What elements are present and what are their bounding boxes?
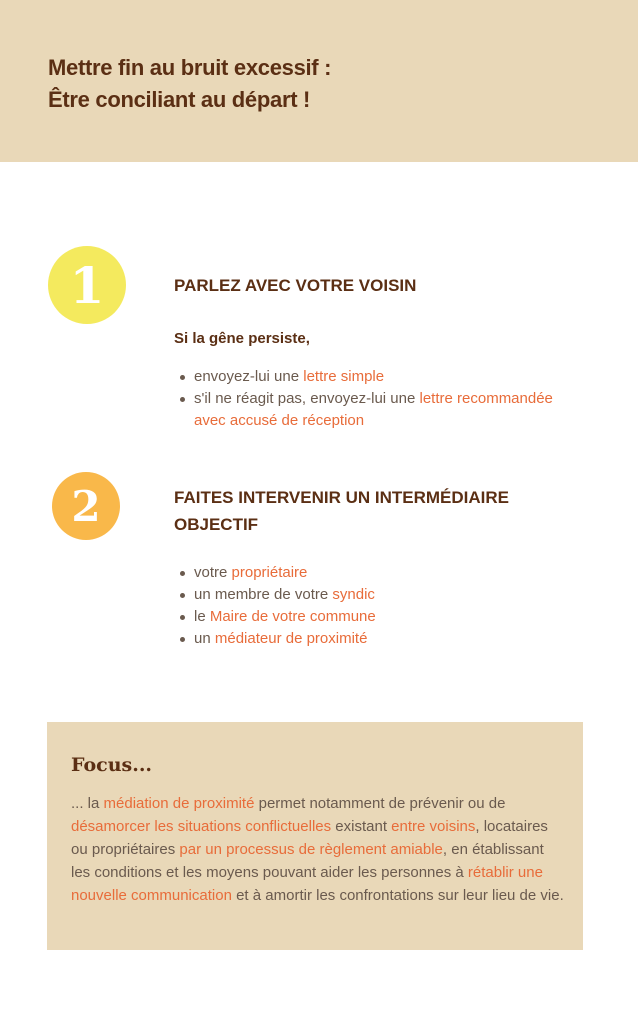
list-item-text: un membre de votre (194, 586, 333, 603)
list-item (174, 366, 584, 388)
focus-highlight: entre voisins (391, 818, 476, 835)
focus-text: existant (331, 818, 392, 835)
list-item-highlight: propriétaire (231, 564, 308, 581)
focus-title: Focus... (71, 754, 153, 776)
step-2-list (174, 562, 584, 650)
focus-text: , locataires ou propriétaires (71, 818, 548, 858)
list-item (174, 584, 584, 606)
page-title-line-1: Mettre fin au bruit excessif : (48, 55, 332, 80)
list-item (174, 562, 584, 584)
step-1-subhead: Si la gêne persiste, (174, 330, 310, 347)
list-item-text: s'il ne réagit pas, envoyez-lui une (194, 390, 420, 407)
step-2-title: FAITES INTERVENIR UN INTERMÉDIAIRE OBJECTIF (174, 488, 509, 534)
focus-highlight: par un processus de règlement amiable (179, 841, 443, 858)
list-item-highlight: lettre simple (303, 368, 385, 385)
list-item (174, 628, 584, 650)
step-2-number-badge: 2 (52, 472, 120, 540)
list-item-text: un (194, 630, 215, 647)
step-1-title: PARLEZ AVEC VOTRE VOISIN (174, 276, 417, 295)
focus-highlight: rétablir une nouvelle communication (71, 864, 543, 904)
list-item (174, 388, 584, 432)
focus-text: ... la (71, 795, 104, 812)
focus-text: , en établissant les conditions et les moyens pouvant aider les personnes à (71, 841, 544, 881)
list-item (174, 606, 584, 628)
focus-body (71, 792, 567, 907)
list-item-text: envoyez-lui une (194, 368, 304, 385)
list-item-highlight: Maire de votre commune (209, 608, 376, 625)
focus-text: permet notamment de prévenir ou de (254, 795, 506, 812)
focus-highlight: désamorcer les situations conflictuelles (71, 818, 332, 835)
step-1-number-badge: 1 (48, 246, 126, 324)
focus-text: et à amortir les confrontations sur leur lieu de vie. (231, 887, 564, 904)
page-title (48, 52, 331, 116)
list-item-highlight: syndic (332, 586, 375, 603)
focus-highlight: médiation de proximité (103, 795, 255, 812)
list-item-text: le (194, 608, 210, 625)
list-item-highlight: médiateur de proximité (214, 630, 368, 647)
focus-box (47, 722, 583, 950)
page-title-line-2: Être conciliant au départ ! (48, 87, 311, 112)
page-header (0, 0, 638, 162)
list-item-highlight: lettre recommandée avec accusé de réception (194, 390, 553, 429)
list-item-text: votre (194, 564, 232, 581)
step-1-list (174, 366, 584, 432)
